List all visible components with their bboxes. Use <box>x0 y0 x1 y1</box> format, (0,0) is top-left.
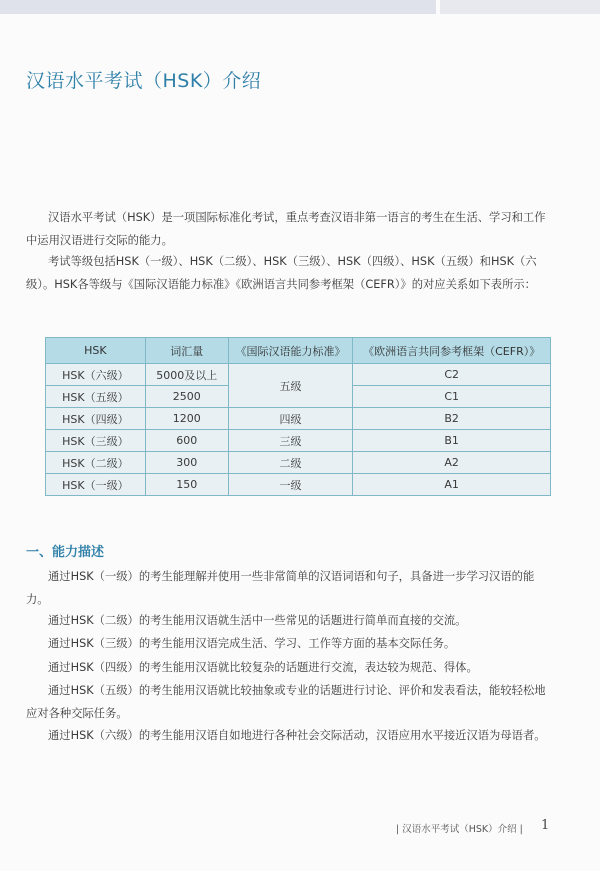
cell-cefr: A1 <box>353 474 551 496</box>
hsk-level-table <box>45 337 551 496</box>
page-title: 汉语水平考试（HSK）介绍 <box>26 70 262 92</box>
table-row <box>46 364 551 386</box>
table-row <box>46 430 551 452</box>
cell-level: HSK（五级） <box>46 386 146 408</box>
ability-paragraph-2: 通过HSK（二级）的考生能用汉语就生活中一些常见的话题进行简单而直接的交流。 <box>48 614 467 627</box>
cell-cefr: C1 <box>353 386 551 408</box>
cell-vocab: 300 <box>145 452 228 474</box>
ability-paragraph-1: 通过HSK（一级）的考生能理解并使用一些非常简单的汉语词语和句子，具备进一步学习汉语的能力。 <box>26 570 535 606</box>
section-title-ability: 一、能力描述 <box>26 545 105 560</box>
cell-std: 一级 <box>228 474 353 496</box>
cell-cefr: B1 <box>353 430 551 452</box>
table-row <box>46 452 551 474</box>
cell-cefr: A2 <box>353 452 551 474</box>
cell-vocab: 2500 <box>145 386 228 408</box>
header-cefr: 《欧洲语言共同参考框架（CEFR）》 <box>353 338 551 364</box>
header-vocab: 词汇量 <box>145 338 228 364</box>
intro-paragraph-2: 考试等级包括HSK（一级）、HSK（二级）、HSK（三级）、HSK（四级）、HSK（五级）和HSK（六级）。HSK各等级与《国际汉语能力标准》《欧洲语言共同参考框架（CEFR）》的对应关系如下表所示： <box>26 255 537 291</box>
ability-paragraph-5: 通过HSK（五级）的考生能用汉语就比较抽象或专业的话题进行讨论、评价和发表看法，能较轻松地应对各种交际任务。 <box>26 684 546 720</box>
top-decorative-bar-right <box>440 0 600 14</box>
table-header-row <box>46 338 551 364</box>
intro-paragraph-1: 汉语水平考试（HSK）是一项国际标准化考试，重点考查汉语非第一语言的考生在生活、学习和工作中运用汉语进行交际的能力。 <box>26 211 546 247</box>
cell-level: HSK（四级） <box>46 408 146 430</box>
cell-vocab: 600 <box>145 430 228 452</box>
running-footer-title: | 汉语水平考试（HSK）介绍 | <box>396 824 523 835</box>
cell-vocab: 150 <box>145 474 228 496</box>
cell-std: 二级 <box>228 452 353 474</box>
cell-std: 四级 <box>228 408 353 430</box>
table-row <box>46 408 551 430</box>
ability-paragraph-6: 通过HSK（六级）的考生能用汉语自如地进行各种社会交际活动，汉语应用水平接近汉语为母语者。 <box>48 729 546 742</box>
cell-level: HSK（一级） <box>46 474 146 496</box>
cell-level: HSK（三级） <box>46 430 146 452</box>
cell-cefr: B2 <box>353 408 551 430</box>
cell-std-merged: 五级 <box>228 364 353 408</box>
header-intl-standard: 《国际汉语能力标准》 <box>228 338 353 364</box>
table-row <box>46 474 551 496</box>
cell-cefr: C2 <box>353 364 551 386</box>
header-hsk: HSK <box>46 338 146 364</box>
cell-level: HSK（六级） <box>46 364 146 386</box>
ability-paragraph-4: 通过HSK（四级）的考生能用汉语就比较复杂的话题进行交流，表达较为规范、得体。 <box>48 661 478 674</box>
page-number: 1 <box>541 818 550 833</box>
cell-vocab: 5000及以上 <box>145 364 228 386</box>
ability-paragraph-3: 通过HSK（三级）的考生能用汉语完成生活、学习、工作等方面的基本交际任务。 <box>48 637 456 650</box>
cell-vocab: 1200 <box>145 408 228 430</box>
cell-std: 三级 <box>228 430 353 452</box>
cell-level: HSK（二级） <box>46 452 146 474</box>
top-decorative-bar <box>0 0 436 14</box>
